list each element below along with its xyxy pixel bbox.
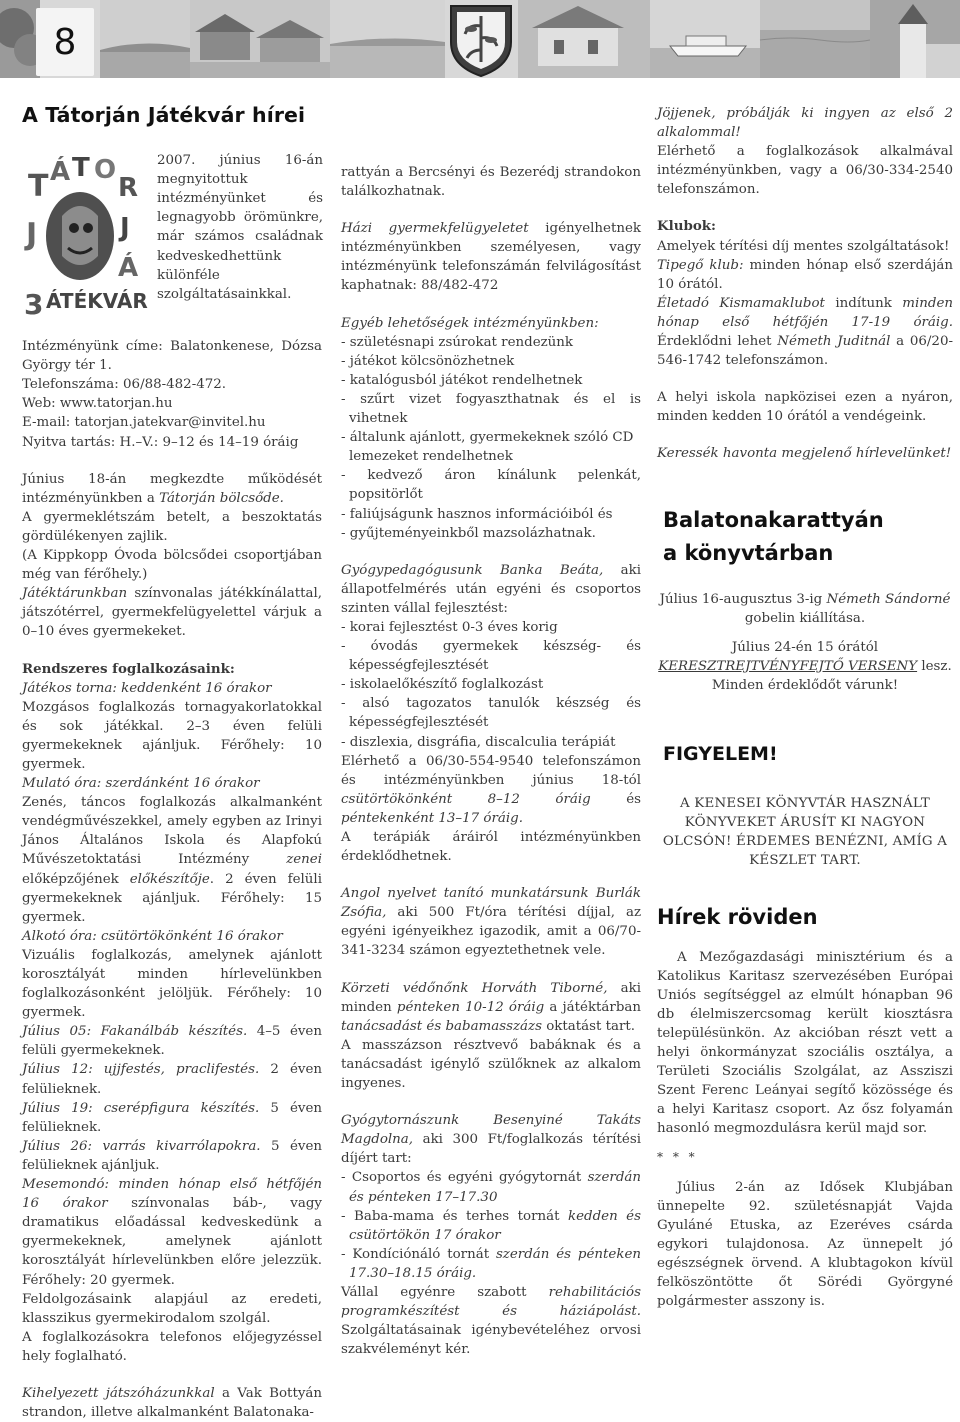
web-link[interactable]: Web: www.tatorjan.hu bbox=[22, 396, 173, 412]
list-item: - alsó tagozatos tanulók készség és képességfejlesztését bbox=[341, 696, 641, 731]
korzeti-paragraph: Körzeti védőnőnk Horváth Tiborné, aki minden pénteken 10-12 óráig a játéktárban tanácsadást és babamasszázs oktatást tart. bbox=[341, 980, 641, 1034]
gobelin-text: Július 16-augusztus 3-ig Németh Sándorné gobelin kiállítása. bbox=[659, 591, 951, 626]
gyogytorna-paragraph: Gyógytornászunk Besenyiné Takáts Magdolna, aki 300 Ft/foglalkozás térítési díjért tart: bbox=[341, 1113, 641, 1167]
article-title: A Tátorján Játékvár hírei bbox=[22, 103, 306, 127]
mulato-text: Zenés, táncos foglalkozás alkalmanként vendégművészekkel, amely egyben az Irinyi János Általános Iskola és Alapfokú Művészetoktatási Intézmény zenei előképzőjének előkészítője. 2 éven felüli gyermekeknek ajánljuk. Férőhely: 15 gyermek. bbox=[22, 795, 322, 925]
library-box-title: Balatonakarattyán a könyvtárban bbox=[663, 507, 884, 565]
svg-text:T: T bbox=[28, 169, 49, 205]
jul12-item: Július 12: ujjfestés, praclifestés. 2 éven felülieknek. bbox=[22, 1062, 322, 1097]
list-item: - faliújságunk hasznos információiból és bbox=[341, 506, 613, 522]
lake-photo bbox=[330, 0, 445, 78]
separator-stars: * * * bbox=[657, 1150, 698, 1165]
iskola-paragraph: A helyi iskola napközisei ezen a nyáron, minden kedden 10 órától a vendégeink. bbox=[657, 390, 953, 425]
gyogypedagogus-paragraph: Gyógypedagógusunk Banka Beáta, aki állapotfelmérés után egyéni és csoportos szinten vállal fejlesztést: bbox=[341, 562, 641, 616]
tatorjan-jatekvar-logo bbox=[22, 153, 148, 322]
email-link[interactable]: E-mail: tatorjan.jatekvar@invitel.hu bbox=[22, 415, 266, 431]
jojjenek-text: Jöjjenek, próbálják ki ingyen az első 2 alkalommal! bbox=[657, 106, 953, 141]
list-item: - katalógusból játékot rendelhetnek bbox=[341, 372, 583, 388]
svg-text:Á: Á bbox=[118, 253, 139, 284]
church-photo bbox=[870, 0, 960, 78]
keressek-text: Keressék havonta megjelenő hírlevelünket! bbox=[657, 446, 952, 462]
list-item: - játékot kölcsönözhetnek bbox=[341, 353, 515, 369]
verseny-text: Július 24-én 15 órától KERESZTREJTVÉNYFEJTŐ VERSENY lesz. bbox=[658, 639, 952, 674]
header-banner bbox=[0, 0, 960, 78]
hazi-paragraph: Házi gyermekfelügyeletet igényelhetnek intézményünkben személyesen, vagy intézményünk telefonszámán felvilágosítást kaphatnak: 88/482-472 bbox=[341, 221, 642, 294]
jul19-item: Július 19: cserépfigura készítés. 5 éven felülieknek. bbox=[22, 1100, 322, 1135]
jatektar-paragraph: Játéktárunkban színvonalas játékkínálattal, játszótérrel, gyermekfelügyelettel várjuk a 0–10 éves gyermekeket. bbox=[22, 586, 322, 640]
list-item: - Baba-mama és terhes tornát kedden és csütörtökön 17 órakor bbox=[341, 1208, 641, 1243]
list-item: - szűrt vizet fogyaszthatnak és el is vihetnek bbox=[341, 391, 641, 427]
varunk-text: Minden érdeklődőt várunk! bbox=[711, 677, 899, 693]
svg-text:3: 3 bbox=[24, 288, 44, 322]
svg-text:Á: Á bbox=[50, 157, 71, 188]
column-left bbox=[22, 103, 323, 1422]
landscape-photo bbox=[100, 0, 190, 78]
hirek-title: Hírek röviden bbox=[657, 905, 818, 930]
figyelem-text: A KENESEI KÖNYVTÁR HASZNÁLT KÖNYVEKET ÁRUSÍT KI NAGYON OLCSÓN! ÉRDEMES BENÉZNI, AMÍG A KÉSZLET TART. bbox=[662, 796, 948, 869]
svg-text:J: J bbox=[120, 213, 130, 244]
elerheto-paragraph: Elérhető a 06/30-554-9540 telefonszámon és intézményünkben június 18-tól csütörtökönként 8–12 óráig és péntekenként 13–17 óráig. bbox=[341, 753, 641, 826]
rendszeres-heading: Rendszeres foglalkozásaink: bbox=[22, 660, 235, 677]
intro-text: 2007. június 16-án megnyitottuk intézményünket és legnagyobb örömünkre, már számos családnak kedveskedhettünk különféle szolgáltatásainkkal. bbox=[157, 153, 323, 302]
list-item: - óvodás gyermekek készség- és képességfejlesztését bbox=[341, 639, 641, 674]
masszazs-paragraph: A masszázson résztvevő babáknak és a tanácsadást igénylő szülőknek az alkalom ingyenes. bbox=[341, 1037, 641, 1092]
address: Intézményünk címe: Balatonkenese, Dózsa György tér 1. bbox=[22, 339, 322, 374]
svg-text:R: R bbox=[118, 173, 139, 204]
vallal-paragraph: Vállal egyénre szabott rehabilitációs programkészítést és háziápolást. Szolgáltatásainak igénybevételéhez orvosi szakvéleményt kér. bbox=[341, 1284, 641, 1358]
amelyek-text: Amelyek térítési díj mentes szolgáltatások! bbox=[657, 238, 950, 254]
coat-of-arms-icon bbox=[447, 2, 515, 78]
phone: Telefonszáma: 06/88-482-472. bbox=[22, 377, 227, 393]
hirek-paragraph-2: Július 2-án az Idősek Klubjában ünnepelte 92. születésnapját Vajda Gyuláné Etuska, az Ezeréves csárda egykori tulajdonosa. Az ünnepelt jó egészségnek örvend. A klubtagokon kívül felköszöntötte őt Sörédi Györgyné polgármester asszony is. bbox=[657, 1179, 953, 1310]
elerheto-text: Elérhető a foglalkozások alkalmával intézményünkben, vagy a 06/30-334-2540 telefonszámon. bbox=[657, 144, 953, 198]
ship-photo bbox=[650, 0, 760, 78]
terapia-paragraph: A terápiák áráiról intézményünkben érdeklődhetnek. bbox=[341, 830, 641, 865]
list-item: - kedvező áron kínálunk pelenkát, popsitörlőt bbox=[341, 468, 641, 503]
klubok-heading: Klubok: bbox=[657, 218, 716, 235]
figyelem-title: FIGYELEM! bbox=[663, 742, 778, 765]
svg-text:J: J bbox=[26, 217, 38, 253]
column-right bbox=[657, 104, 953, 1311]
kippkopp-paragraph: (A Kippkopp Óvoda bölcsődei csoportjában még van férőhely.) bbox=[22, 548, 322, 583]
svg-text:T: T bbox=[72, 153, 90, 184]
list-item: - korai fejlesztést 0-3 éves korig bbox=[341, 619, 558, 635]
tipego-paragraph: Tipegő klub: minden hónap első szerdáján 10 órától. bbox=[657, 257, 953, 292]
intro-block bbox=[22, 151, 322, 337]
list-item: - diszlexia, disgráfia, discalculia terápiát bbox=[341, 734, 616, 750]
mesemondo-paragraph: Mesemondó: minden hónap első hétfőjén 16 órakor színvonalas báb-, vagy dramatikus előadással kedveskedünk a gyermekeknek, amelynek ajánlott korosztályát hírlevelünkben előre jelezzük. Férőhely: 20 gyermek. bbox=[22, 1177, 322, 1288]
library-box bbox=[657, 504, 953, 695]
gyermeklet-paragraph: A gyermeklétszám betelt, a beszoktatás gördülékenyen zajlik. bbox=[22, 509, 322, 544]
town-photo bbox=[190, 0, 330, 78]
continuation-text: rattyán a Bercsényi és Bezerédj strandokon találkozhatnak. bbox=[341, 165, 641, 200]
villa-photo bbox=[518, 0, 650, 78]
mulato-heading: Mulató óra: szerdánként 16 órakor bbox=[22, 776, 260, 792]
list-item: - születésnapi zsúrokat rendezünk bbox=[341, 334, 574, 350]
jul05-item: Július 05: Fakanálbáb készítés. 4–5 éven felüli gyermekeknek. bbox=[22, 1024, 322, 1059]
tree-photo bbox=[0, 0, 40, 78]
egyeb-heading: Egyéb lehetőségek intézményünkben: bbox=[341, 315, 599, 331]
list-item: - gyűjteményeinkből mazsolázhatnak. bbox=[341, 525, 596, 541]
alkoto-text: Vizuális foglalkozás, amelynek ajánlott korosztályát minden hírlevelünkben foglalkozásonként jelöljük. Férőhely: 10 gyermek. bbox=[22, 947, 322, 1021]
foglalkozasokra-paragraph: A foglalkozásokra telefonos előjegyzéssel hely foglalható. bbox=[22, 1329, 322, 1364]
feldolgozas-paragraph: Feldolgozásaink alapjául az eredeti, klasszikus gyermekirodalom szolgál. bbox=[22, 1291, 322, 1326]
page-number: 8 bbox=[36, 8, 94, 76]
angol-paragraph: Angol nyelvet tanító munkatársunk Burlák Zsófia, aki 500 Ft/óra térítési díjjal, az egyéni igényeikhez igazodik, amit a 06/70-341-3234 számon egyeztethetnek vele. bbox=[341, 886, 641, 959]
svg-text:ÁTÉKVÁR: ÁTÉKVÁR bbox=[46, 289, 148, 314]
torna-text: Mozgásos foglalkozás tornagyakorlatokkal és sok játékkal. 2–3 éven felüli gyermekeknek ajánljuk. Férőhely: 10 gyermek. bbox=[22, 699, 322, 772]
list-item: - általunk ajánlott, gyermekeknek szóló CD lemezeket rendelhetnek bbox=[341, 430, 634, 465]
kihelyezett-paragraph: Kihelyezett játszóházunkkal a Vak Bottyán strandon, illetve alkalmanként Balatonaka- bbox=[22, 1385, 322, 1421]
alkoto-heading: Alkotó óra: csütörtökönként 16 órakor bbox=[22, 928, 283, 944]
list-item: - Kondíciónáló tornát szerdán és pénteken 17.30–18.15 óráig. bbox=[341, 1246, 641, 1281]
water-photo bbox=[760, 0, 870, 78]
bolcsode-paragraph: Június 18-án megkezdte működését intézményünkben a Tátorján bölcsőde. bbox=[22, 471, 322, 506]
column-middle bbox=[341, 163, 641, 1359]
opening-hours: Nyitva tartás: H.–V.: 9–12 és 14–19 óráig bbox=[22, 434, 299, 450]
figyelem-box bbox=[657, 742, 953, 870]
torna-heading: Játékos torna: keddenként 16 órakor bbox=[22, 680, 272, 696]
jul26-item: Július 26: varrás kivarrólapokra. 5 éven felülieknek ajánljuk. bbox=[22, 1138, 322, 1173]
list-item: - iskolaelőkészítő foglalkozást bbox=[341, 677, 544, 693]
hirek-paragraph-1: A Mezőgazdasági minisztérium és a Katolikus Karitasz szervezésében Európai Uniós segítséggel az elmúlt hónapban 96 db élelmiszercsomag került kiosztásra településünkön. Az akcióban részt vett a helyi önkormányzat szociális osztálya, a Területi Szociális Szolgálat, az Assziszi Szent Ferenc Leányai segítő közössége és a helyi Karitasz csoport. Az ősz folyamán hasonló megmozdulásra kerül majd sor. bbox=[657, 949, 953, 1137]
list-item: - Csoportos és egyéni gyógytornát szerdán és pénteken 17–17.30 bbox=[341, 1170, 641, 1205]
svg-text:O: O bbox=[94, 155, 117, 186]
eletado-paragraph: Életadó Kismamaklubot indítunk minden hónap első hétfőjén 17-19 óráig. Érdeklődni lehet Németh Juditnál a 06/20-546-1742 telefonszámon. bbox=[657, 295, 953, 369]
